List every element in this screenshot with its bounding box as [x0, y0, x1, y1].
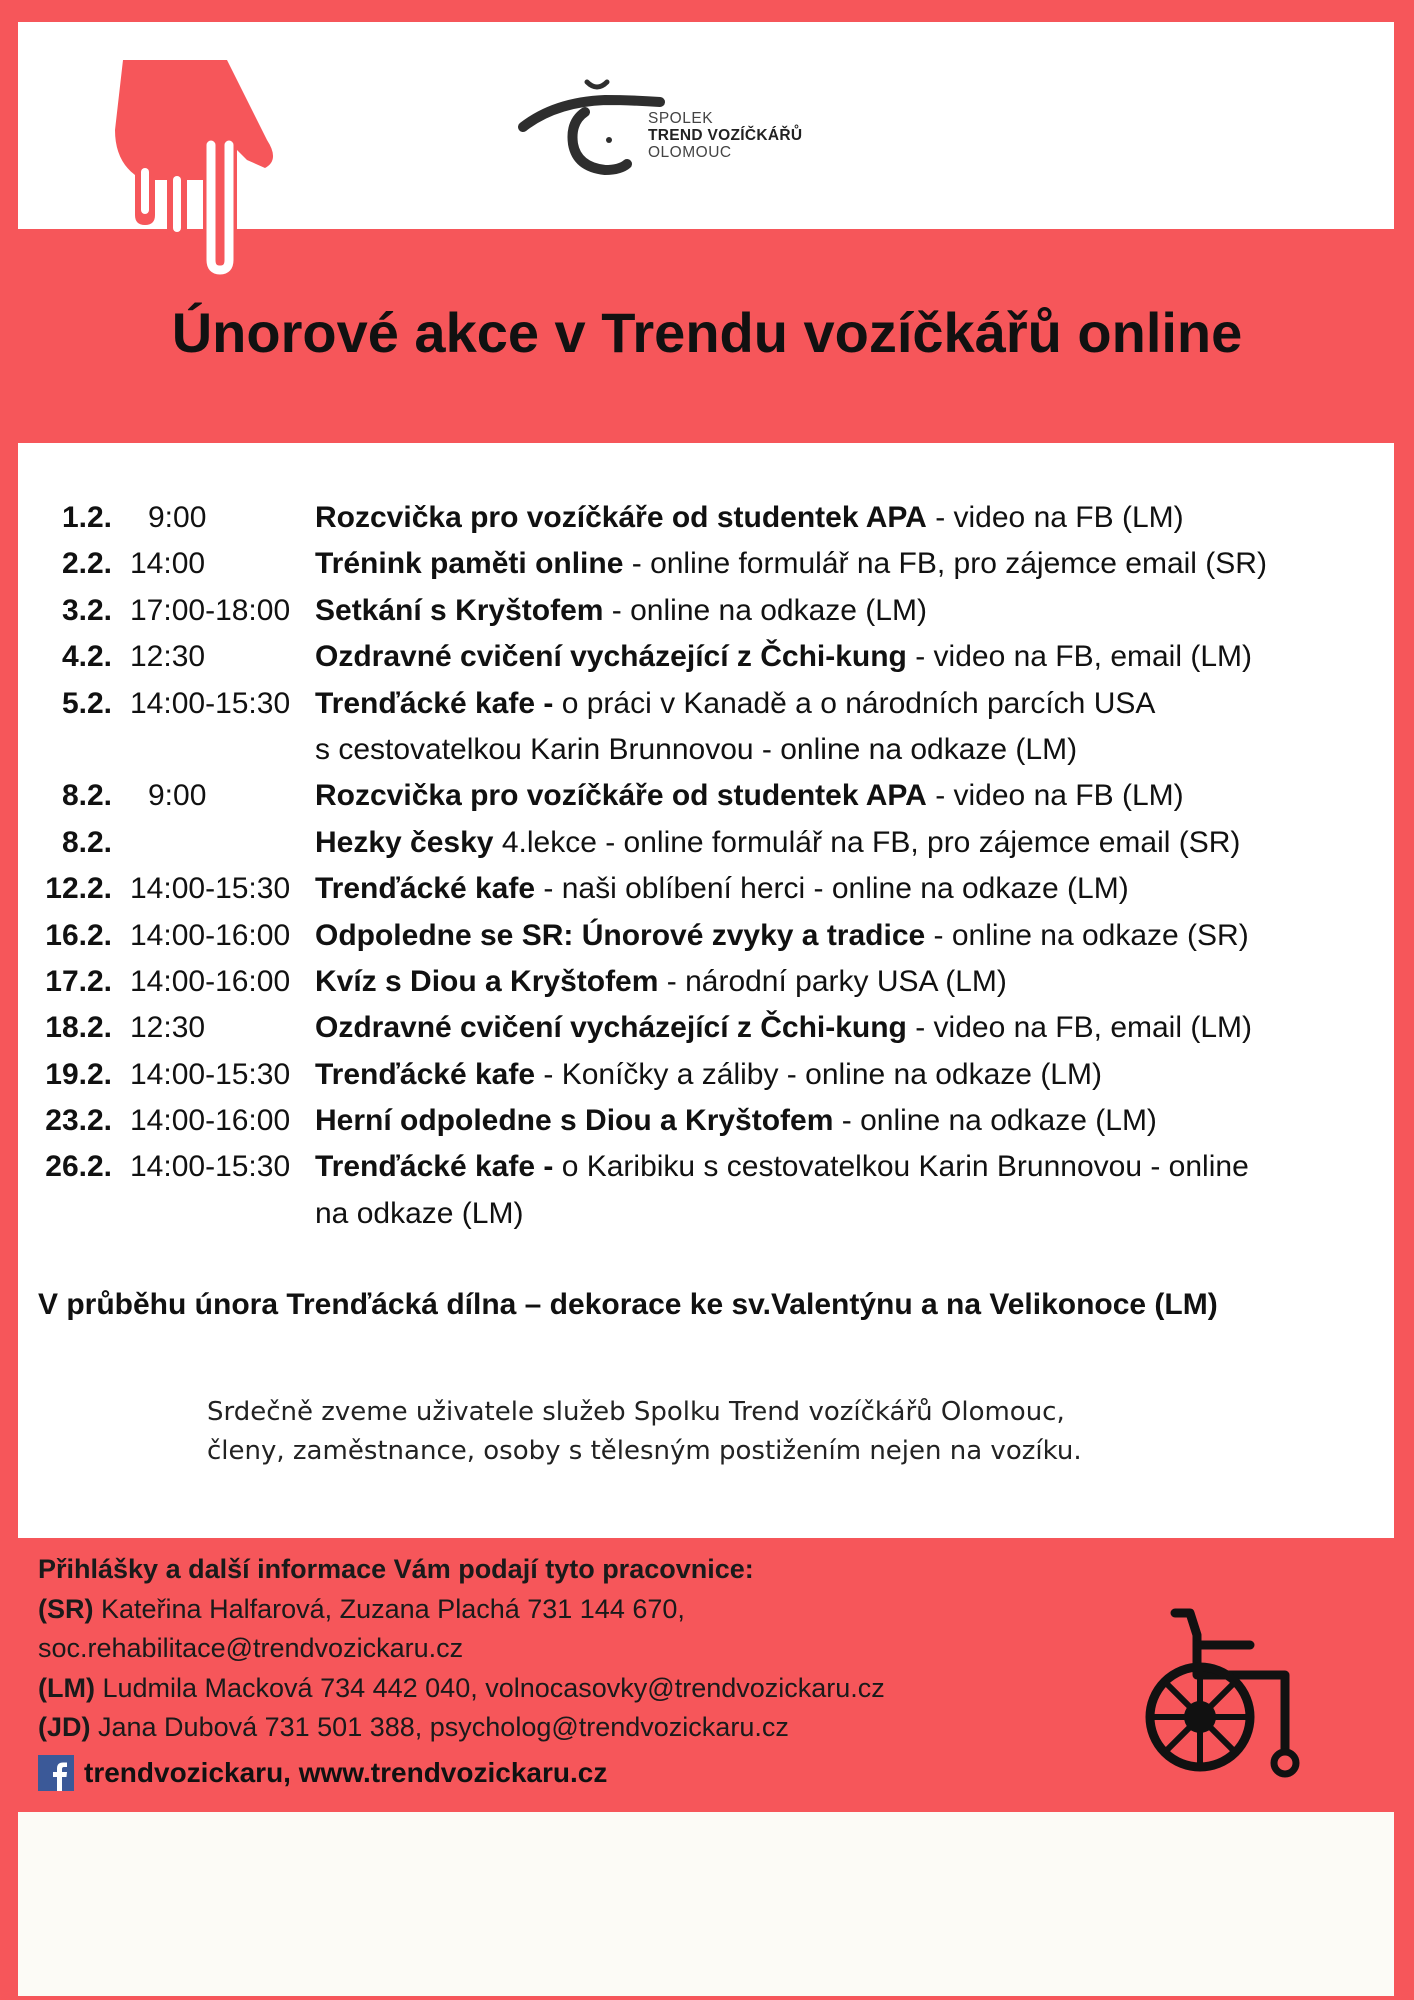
- event-list: [30, 495, 1400, 1237]
- event-details: - video na FB (LM): [926, 779, 1184, 813]
- event-title: Trenďácké kafe: [315, 1057, 536, 1091]
- event-row-continuation: [30, 1191, 1400, 1237]
- event-details: - video na FB (LM): [926, 501, 1184, 534]
- jd-contact[interactable]: Jana Dubová 731 501 388, psycholog@trendvozickaru.cz: [90, 1712, 789, 1742]
- event-description: [315, 541, 1267, 587]
- event-description: [315, 1052, 1102, 1098]
- event-description: [315, 1005, 1252, 1051]
- event-date: 1.2.: [61, 501, 112, 534]
- event-details: o práci v Kanadě a o národních parcích USA: [553, 686, 1156, 720]
- page-title: Únorové akce v Trendu vozíčkářů online: [171, 301, 1243, 364]
- event-details: - online na odkaze (LM): [833, 1104, 1157, 1138]
- event-details: - online formulář na FB, pro zájemce email (SR): [623, 547, 1267, 581]
- event-row: [30, 959, 1400, 1005]
- event-date: 3.2.: [61, 593, 112, 627]
- event-description: [315, 913, 1249, 959]
- logo-text: [648, 110, 802, 161]
- event-details: - Koníčky a záliby - online na odkaze (LM): [535, 1057, 1102, 1091]
- event-row: [30, 588, 1400, 634]
- event-time: 9:00: [148, 501, 207, 534]
- event-row: [30, 1098, 1400, 1144]
- event-details-continued: na odkaze (LM): [315, 1196, 524, 1230]
- event-row: [30, 820, 1400, 866]
- invitation-line-1: Srdečně zveme uživatele služeb Spolku Trend vozíčkářů Olomouc,: [207, 1397, 1065, 1427]
- lm-contact[interactable]: Ludmila Macková 734 442 040, volnocasovky@trendvozickaru.cz: [94, 1672, 885, 1703]
- event-details-continued: s cestovatelkou Karin Brunnovou - online na odkaze (LM): [315, 732, 1078, 766]
- event-time: 12:30: [130, 640, 206, 674]
- event-title: Trénink paměti online: [315, 547, 624, 581]
- event-details: - naši oblíbení herci - online na odkaze (LM): [535, 872, 1129, 906]
- event-time: 14:00-16:00: [130, 1104, 291, 1138]
- event-description: [315, 634, 1252, 680]
- event-time: 14:00-15:30: [130, 1057, 291, 1091]
- event-description: [315, 1144, 1249, 1190]
- event-title: Ozdravné cvičení vycházející z Čchi-kung: [315, 640, 907, 674]
- event-details: 4.lekce - online formulář na FB, pro zájemce email (SR): [493, 825, 1241, 859]
- event-row: [30, 634, 1400, 680]
- event-row: [30, 1144, 1400, 1190]
- event-date: 17.2.: [45, 964, 112, 998]
- facebook-icon[interactable]: [38, 1755, 74, 1791]
- event-date: 16.2.: [45, 918, 112, 952]
- social-text[interactable]: trendvozickaru, www.trendvozickaru.cz: [84, 1757, 608, 1788]
- contacts-heading: Přihlášky a další informace Vám podají tyto pracovnice:: [38, 1554, 754, 1584]
- event-date: 4.2.: [61, 640, 112, 674]
- event-description: [315, 1098, 1157, 1144]
- event-time: 17:00-18:00: [130, 593, 291, 627]
- event-details: - online na odkaze (LM): [603, 593, 927, 627]
- event-time: 14:00-15:30: [130, 872, 291, 906]
- event-date: 8.2.: [61, 779, 112, 813]
- event-time: 14:00-15:30: [130, 686, 291, 720]
- event-row: [30, 1005, 1400, 1051]
- event-row: [30, 773, 1400, 819]
- event-description: [315, 820, 1240, 866]
- event-date: 8.2.: [61, 825, 112, 859]
- event-title: Ozdravné cvičení vycházející z Čchi-kung: [315, 1011, 907, 1045]
- event-date: 18.2.: [45, 1011, 112, 1045]
- event-time: 14:00-16:00: [130, 918, 291, 952]
- event-description: [315, 588, 927, 634]
- event-details: o Karibiku s cestovatelkou Karin Brunnovou - online: [553, 1150, 1249, 1184]
- event-title: Trenďácké kafe: [315, 872, 536, 906]
- contacts: [38, 1550, 885, 1748]
- invitation: [207, 1393, 1082, 1471]
- event-title: Trenďácké kafe -: [315, 1150, 554, 1184]
- sr-contact: Kateřina Halfarová, Zuzana Plachá 731 144 670,: [93, 1593, 685, 1624]
- wheelchair-icon: [1145, 1605, 1315, 1780]
- event-details: - video na FB, email (LM): [906, 1011, 1252, 1045]
- event-row: [30, 913, 1400, 959]
- event-description: [315, 681, 1155, 727]
- event-date: 5.2.: [61, 686, 112, 720]
- logo-line-3: OLOMOUC: [648, 144, 732, 161]
- sr-tag: (SR): [38, 1593, 94, 1624]
- event-date: 12.2.: [45, 872, 112, 906]
- event-details: - video na FB, email (LM): [906, 640, 1252, 674]
- event-row: [30, 866, 1400, 912]
- event-date: 23.2.: [45, 1104, 112, 1138]
- event-date: 2.2.: [61, 547, 112, 581]
- event-title: Rozcvička pro vozíčkáře od studentek APA: [315, 779, 927, 813]
- event-date: 19.2.: [45, 1057, 112, 1091]
- event-title: Kvíz s Diou a Kryštofem: [315, 964, 659, 998]
- event-description: [315, 959, 1007, 1005]
- event-title: Hezky česky: [315, 825, 494, 859]
- event-description: [315, 773, 1184, 819]
- event-time: 14:00: [130, 547, 206, 581]
- invitation-line-2: členy, zaměstnance, osoby s tělesným postižením nejen na vozíku.: [207, 1436, 1082, 1466]
- event-description: [315, 866, 1129, 912]
- lm-tag: (LM): [38, 1672, 95, 1703]
- jd-tag: (JD): [38, 1712, 91, 1742]
- event-time: 14:00-16:00: [130, 964, 291, 998]
- event-row: [30, 1052, 1400, 1098]
- event-row: [30, 495, 1400, 541]
- event-title: Rozcvička pro vozíčkáře od studentek APA: [315, 501, 927, 534]
- logo-line-1: SPOLEK: [648, 110, 714, 127]
- event-title: Odpoledne se SR: Únorové zvyky a tradice: [315, 918, 926, 952]
- event-time: 9:00: [148, 779, 207, 813]
- pointing-hand-icon: [115, 60, 290, 295]
- workshop-note: V průběhu února Trenďácká dílna – dekorace ke sv.Valentýnu a na Velikonoce (LM): [38, 1288, 1218, 1321]
- event-date: 26.2.: [45, 1150, 112, 1184]
- event-details: - online na odkaze (SR): [925, 918, 1249, 952]
- event-title: Setkání s Kryštofem: [315, 593, 604, 627]
- event-row: [30, 681, 1400, 727]
- event-time: 14:00-15:30: [130, 1150, 291, 1184]
- event-row: [30, 541, 1400, 587]
- event-time: 12:30: [130, 1011, 206, 1045]
- event-title: Herní odpoledne s Diou a Kryštofem: [315, 1104, 834, 1138]
- footer-panel: [18, 1812, 1394, 1996]
- event-title: Trenďácké kafe -: [315, 686, 554, 720]
- event-details: - národní parky USA (LM): [658, 964, 1007, 998]
- logo-line-2: TREND VOZÍČKÁŘŮ: [648, 127, 803, 144]
- event-description: [315, 495, 1184, 541]
- sr-email[interactable]: soc.rehabilitace@trendvozickaru.cz: [38, 1633, 464, 1663]
- event-row-continuation: [30, 727, 1400, 773]
